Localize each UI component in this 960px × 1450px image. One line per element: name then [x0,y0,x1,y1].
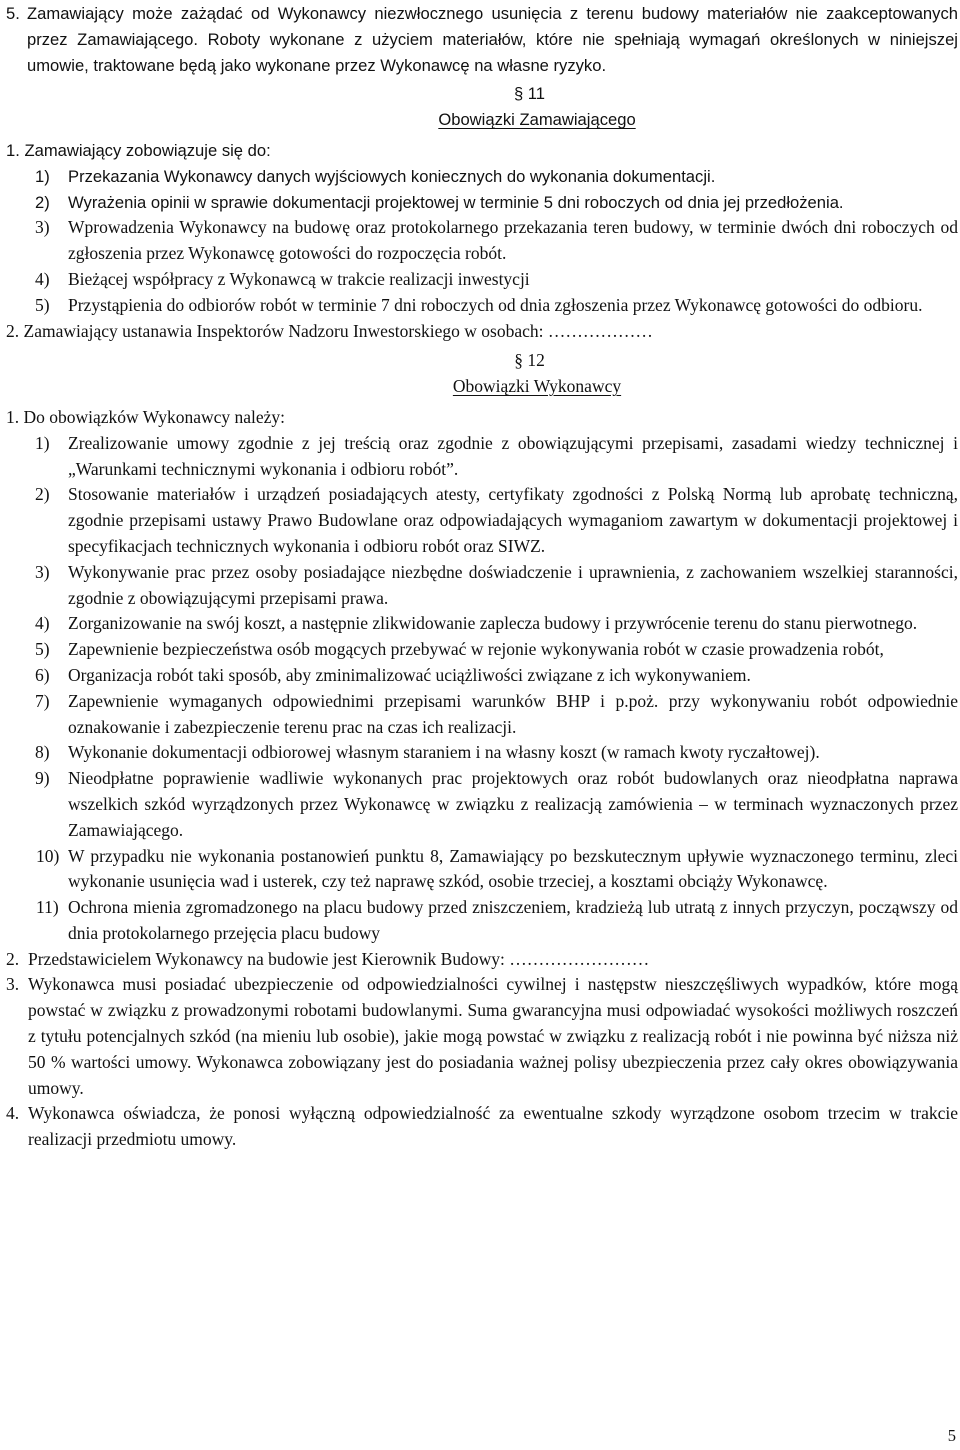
list-item: 4) Bieżącej współpracy z Wykonawcą w trakcie realizacji inwestycji [35,268,530,289]
paragraph-number: 5. [6,4,20,23]
paragraph-text: Zamawiający może zażądać od Wykonawcy niezwłocznego usunięcia z terenu budowy materiałów nie zaakceptowanych przez Zamawiającego. Roboty wykonane z użyciem materiałów, które nie spełniają wymagań określonych w niniejszej umowie, traktowane będą jako wykonane przez Wykonawcę na własne ryzyko. [27,4,958,75]
section-11-intro: 1. Zamawiający zobowiązuje się do: [6,140,271,160]
list-item: 1) Zrealizowanie umowy zgodnie z jej treścią oraz zgodnie z obowiązującymi przepisami, zasadami wiedzy technicznej i „Warunkami technicznymi wykonania i odbioru robót”. [35,432,958,479]
section-12-paragraph-3: 3. Wykonawca musi posiadać ubezpieczenie od odpowiedzialności cywilnej i następstw nieszczęśliwych wypadków, które mogą powstać w związku z prowadzonymi robotami budowlanymi. Suma gwarancyjna musi odpowiadać wysokości możliwych roszczeń z tytułu potencjalnych szkód (na mieniu lub osobie), jakie mogą powstać w związku z realizacją robót i nie powinna być niższa niż 50 % wartości umowy. Wykonawca zobowiązany jest do posiadania ważnej polisy ubezpieczenia przez cały okres obowiązywania umowy. [6,974,958,1098]
section-12-paragraph-4: 4. Wykonawca oświadcza, że ponosi wyłączną odpowiedzialność za ewentualne szkody wyrządzone osobom trzecim w trakcie realizacji przedmiotu umowy. [6,1103,958,1150]
list-item: 3) Wykonywanie prac przez osoby posiadające niezbędne doświadczenie i uprawnienia, z zachowaniem wszelkiej staranności, zgodnie z obowiązującymi przepisami prawa. [35,561,958,608]
section-12-intro: 1. Do obowiązków Wykonawcy należy: [6,406,286,427]
list-item: 1) Przekazania Wykonawcy danych wyjściowych koniecznych do wykonania dokumentacji. [35,166,716,186]
paragraph-5 [6,1,958,78]
list-item: 5) Zapewnienie bezpieczeństwa osób mogących przebywać w rejonie wykonywania robót w czasie prowadzenia robót, [35,639,884,660]
page-number: 5 [947,1426,956,1446]
list-item: 5) Przystąpienia do odbiorów robót w terminie 7 dni roboczych od dnia zgłoszenia przez Wykonawcę gotowości do odbioru. [35,294,923,315]
section-12-number: § 12 [514,350,545,371]
list-item: 2) Wyrażenia opinii w sprawie dokumentacji projektowej w terminie 5 dni roboczych od dnia jej przedłożenia. [35,192,844,212]
list-item: 9) Nieodpłatne poprawienie wadliwie wykonanych prac projektowych oraz robót budowlanych oraz nieodpłatna naprawa wszelkich szkód wyrządzonych przez Wykonawcę w związku z realizacją zamówienia – w terminach wyznaczonych przez Zamawiającego. [35,768,958,840]
section-12-paragraph-2: 2. Przedstawicielem Wykonawcy na budowie jest Kierownik Budowy: …………………… [6,948,650,969]
document-page [6,1,958,1153]
list-item: 4) Zorganizowanie na swój koszt, a następnie zlikwidowanie zaplecza budowy i przywrócenie terenu do stanu pierwotnego. [35,613,918,634]
list-item: 3) Wprowadzenia Wykonawcy na budowę oraz protokolarnego przekazania teren budowy, w terminie dwóch dni roboczych od zgłoszenia przez Wykonawcę gotowości do rozpoczęcia robót. [35,217,958,264]
section-11-paragraph-2: 2. Zamawiający ustanawia Inspektorów Nadzoru Inwestorskiego w osobach: ……………… [6,320,653,341]
section-11-title: Obowiązki Zamawiającego [438,110,636,130]
section-11-number: § 11 [513,84,546,104]
list-item: 8) Wykonanie dokumentacji odbiorowej własnym staraniem i na własny koszt (w ramach kwoty ryczałtowej). [35,742,820,763]
list-item: 6) Organizacja robót taki sposób, aby zminimalizować uciążliwości związane z ich wykonywaniem. [35,664,751,685]
list-item: 11) Ochrona mienia zgromadzonego na placu budowy przed zniszczeniem, kradzieżą lub utratą z innych przyczyn, począwszy od dnia protokolarnego przejęcia placu budowy [36,897,958,943]
list-item: 10) W przypadku nie wykonania postanowień punktu 8, Zamawiający po bezskutecznym upływie wyznaczonego terminu, zleci wykonanie usunięcia wad i usterek, czy też naprawę szkód, osobie trzeciej, a kosztami obciąży Wykonawcę. [36,845,958,892]
section-12-title: Obowiązki Wykonawcy [452,376,622,397]
list-item: 7) Zapewnienie wymaganych odpowiednimi przepisami warunków BHP i p.poż. przy wykonywaniu robót odpowiednie oznakowanie i zabezpieczenie terenu prac na czas ich realizacji. [35,690,958,737]
list-item: 2) Stosowanie materiałów i urządzeń posiadających atesty, certyfikaty zgodności z Polską Normą lub aprobatę techniczną, zgodnie przepisami ustawy Prawo Budowlane oraz odpowiadających wymaganiom zawartym w dokumentacji projektowej i specyfikacjach technicznych wykonania i odbioru robót oraz SIWZ. [35,484,958,556]
